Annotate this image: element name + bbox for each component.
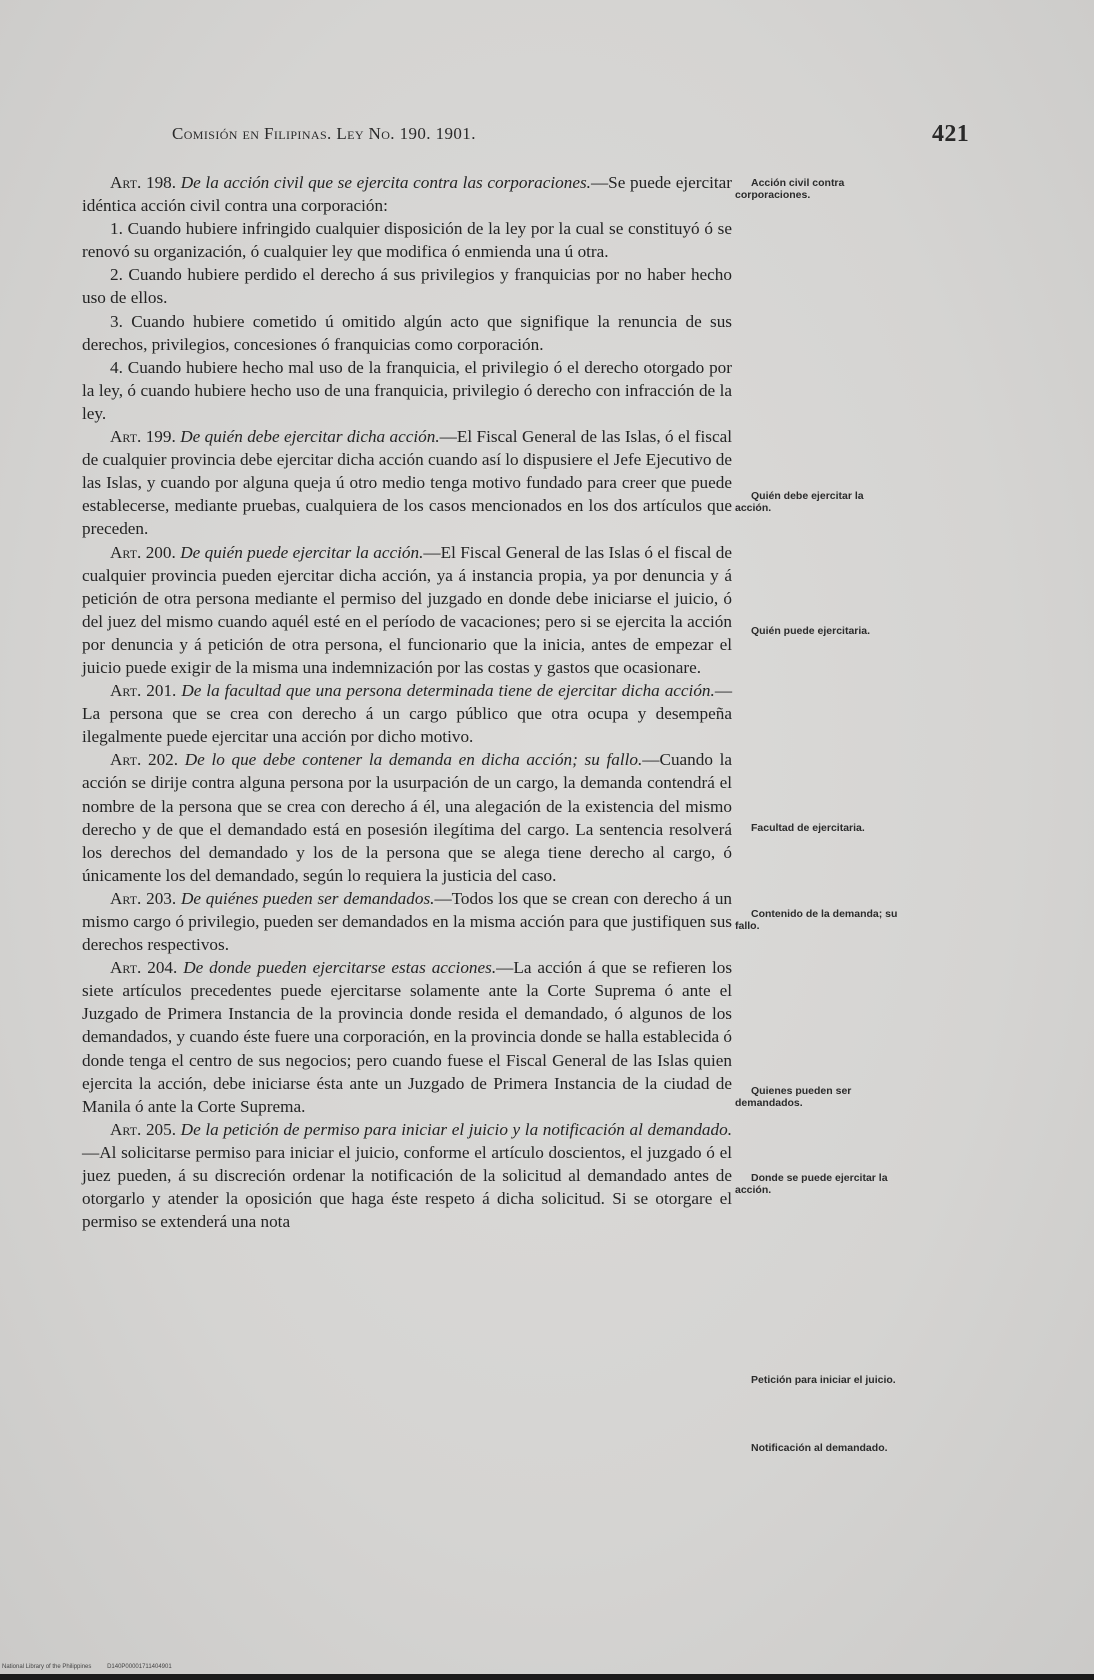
article-text: —Se puede ejercitar idéntica acción civil contra una corporación: [82,173,733,216]
margin-note-203: Quienes pueden ser demandados. [735,1085,852,1109]
scan-code: D140P00001711404901 [107,1664,172,1670]
margin-note-202: Contenido de la demanda; su fallo. [735,908,898,932]
margin-note-201: Facultad de ejercitaria. [751,822,865,834]
scan-footer [2,1664,186,1670]
article-number: Art. 204. [110,958,178,978]
article-heading: De la facultad que una persona determinada tiene de ejercitar dicha acción. [181,681,715,701]
page-number: 421 [932,121,970,147]
article-number: Art. 199. [110,427,176,447]
article-text: —El Fiscal General de las Islas, ó el fiscal de cualquier provincia debe ejercitar dicha acción cuando así lo dispusiere el Jefe Ejecutivo de las Islas, y cuando por alguna queja ú otro medio tenga motivo fundado para creer que puede establecerse, mediante pruebas, cualquiera de los casos mencionados en los dos artículos que preceden. [82,427,733,539]
article-text: —La acción á que se refieren los siete artículos precedentes puede ejercitarse solamente ante la Corte Suprema ó ante el Juzgado de Primera Instancia de la provincia donde resida el demandado, ó algunos de los demandados, y cuando éste fuere una corporación, en la provincia donde se halla establecida ó donde tenga el centro de sus negocios; pero cuando fuese el Fiscal General de las Islas quien ejercita la acción, debe iniciarse ésta ante un Juzgado de Primera Instancia de la ciudad de Manila ó ante la Corte Suprema. [82,958,733,1116]
article-text: —Al solicitarse permiso para iniciar el juicio, conforme el artículo doscientos, el juzgado ó el juez pueden, á su discreción ordenar la notificación de la solicitud al demandado antes de otorgarlo y atender la oposición que haga éste respeto á dicha solicitud. Si se otorgare el permiso se extenderá una nota [82,1142,732,1232]
article-text: —La persona que se crea con derecho á un cargo público que otra ocupa y desempeña ilegalmente puede ejercitar una acción por dicho motivo. [82,681,733,747]
article-heading: De quién puede ejercitar la acción. [180,542,424,562]
article-text: —El Fiscal General de las Islas ó el fiscal de cualquier provincia pueden ejercitar dicha acción, ya á instancia propia, ya por denuncia y á petición de otra persona mediante el permiso del juzgado en donde debe iniciarse el juicio, ó del juez del mismo cuando aquél esté en el período de vacaciones; pero si se ejercita la acción por denuncia y á petición de otra persona, el funcionario que la inicia, antes de empezar el juicio puede exigir de la misma una indemnización por las costas y gastos que ocasionare. [82,542,733,677]
article-heading: De quiénes pueden ser demandados. [180,888,435,908]
margin-note-199: Quién debe ejercitar la acción. [735,490,864,514]
article-204 [82,956,732,1118]
article-203 [82,887,732,956]
running-header [172,121,972,147]
article-text: —Todos los que se crean con derecho á un mismo cargo ó privilegio, pueden ser demandados en la misma acción para que justifiquen sus derechos respectivos. [82,888,733,955]
article-number: Art. 203. [110,888,177,908]
article-200 [82,541,732,680]
body-text [82,171,732,1233]
list-item: 1. Cuando hubiere infringido cualquier disposición de la ley por la cual se constituyó ó se renovó su organización, ó cualquier ley que modifica ó enmienda una ú otra. [82,219,732,262]
margin-note-205b: Notificación al demandado. [751,1442,888,1454]
article-201 [82,679,732,748]
article-heading: De donde pueden ejercitarse estas acciones. [183,958,497,978]
header-title: Comisión en Filipinas. Ley No. 190. 1901. [172,124,476,143]
article-heading: De quién debe ejercitar dicha acción. [180,427,440,447]
article-198 [82,171,732,217]
article-number: Art. 202. [110,750,179,770]
list-item: 2. Cuando hubiere perdido el derecho á sus privilegios y franquicias por no haber hecho uso de ellos. [82,265,732,308]
article-heading: De la petición de permiso para iniciar el juicio y la notificación al demandado. [180,1119,733,1139]
article-number: Art. 200. [110,542,176,562]
article-number: Art. 205. [110,1119,177,1139]
article-199 [82,425,732,540]
article-heading: De la acción civil que se ejercita contra las corporaciones. [180,173,591,192]
library-credit: National Library of the Philippines [2,1664,92,1670]
list-item: 4. Cuando hubiere hecho mal uso de la franquicia, el privilegio ó el derecho otorgado por la ley, ó cuando hubiere hecho uso de una franquicia, privilegio ó derecho con infracción de la ley. [82,357,732,423]
article-text: —Cuando la acción se dirije contra alguna persona por la usurpación de un cargo, la demanda contendrá el nombre de la persona que se crea con derecho á él, una alegación de la existencia del mismo derecho y de que el demandado está en posesión ilegítima del cargo. La sentencia resolverá los derechos del demandado y los de la persona que se alega tiene derecho al cargo, ó únicamente los del demandado, según lo requiera la justicia del caso. [82,750,733,885]
article-202 [82,748,732,887]
margin-note-200: Quién puede ejercitaria. [751,625,871,637]
article-number: Art. 201. [110,681,177,701]
margin-note-198: Acción civil contra corporaciones. [735,177,845,201]
article-number: Art. 198. [110,173,177,192]
article-205 [82,1118,732,1233]
article-heading: De lo que debe contener la demanda en dicha acción; su fallo. [184,750,643,770]
margin-note-204: Donde se puede ejercitar la acción. [735,1172,888,1196]
margin-note-205a: Petición para iniciar el juicio. [751,1374,896,1386]
list-item: 3. Cuando hubiere cometido ú omitido algún acto que signifique la renuncia de sus derechos, privilegios, concesiones ó franquicias como corporación. [82,311,732,354]
scan-edge [0,1674,1094,1680]
